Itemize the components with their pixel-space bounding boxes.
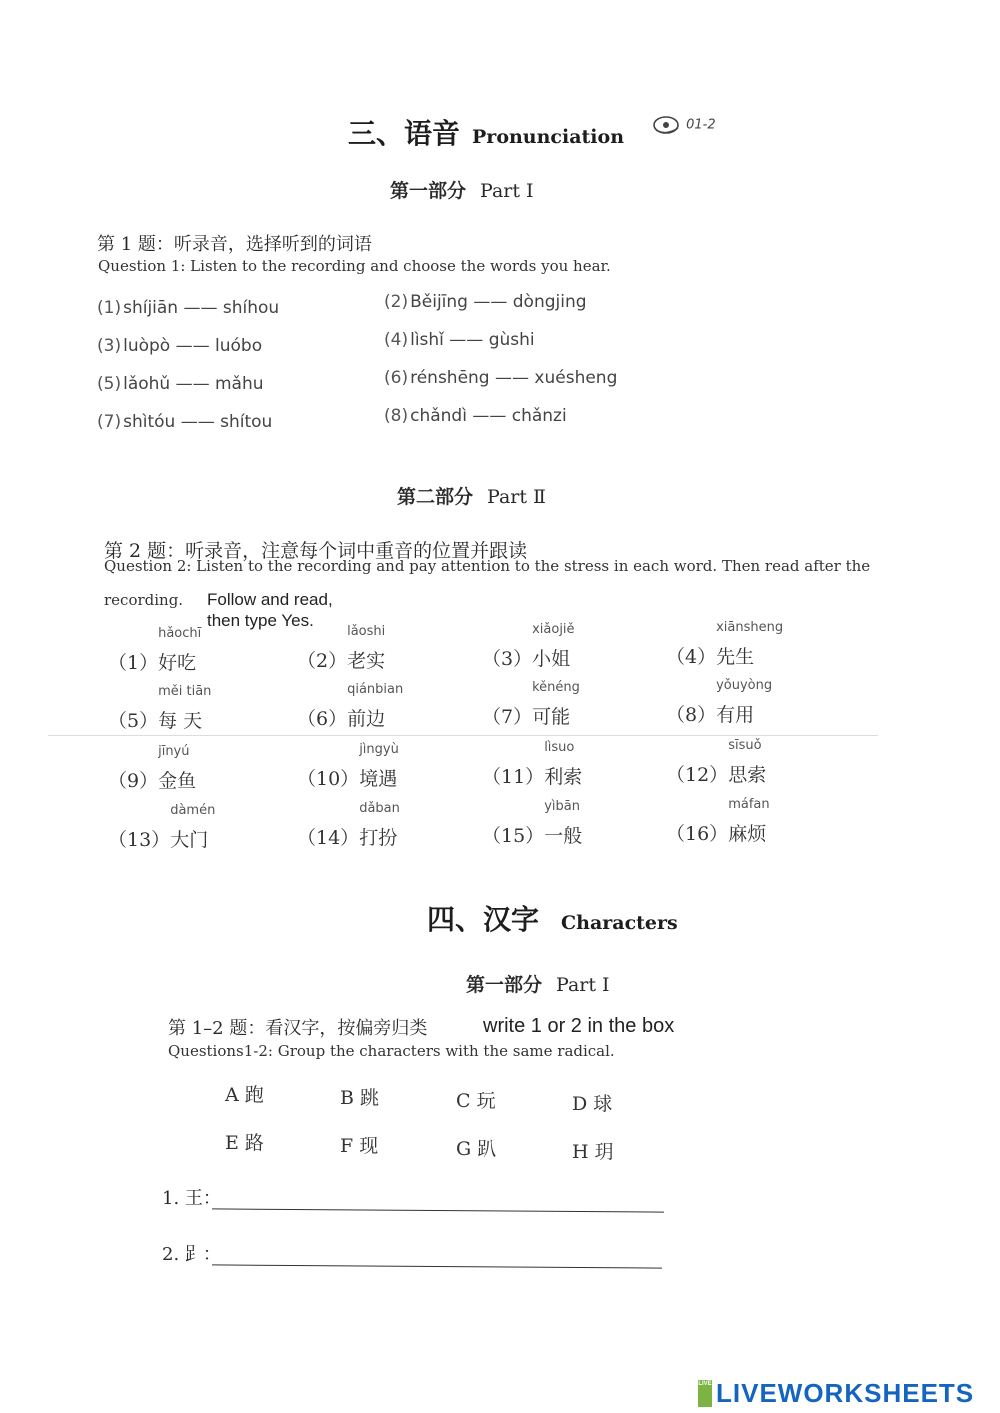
pair-dash: —— xyxy=(443,330,489,350)
word-hanzi: 好吃 xyxy=(158,652,197,674)
word-number: （8） xyxy=(666,704,717,726)
word-pinyin: yǒuyòng xyxy=(716,678,773,693)
q2-instruction-en-line1: Question 2: Listen to the recording and pay attention to the stress in each word. Then read after the xyxy=(104,557,871,575)
blank-2-input[interactable] xyxy=(212,1264,662,1268)
blank-1-input[interactable] xyxy=(212,1208,664,1212)
section3-title xyxy=(348,112,624,152)
q2-word-13 xyxy=(108,803,216,852)
word-pinyin: kěnéng xyxy=(532,680,580,695)
pair-option-b[interactable]: shítou xyxy=(220,412,273,432)
word-number: （9） xyxy=(108,770,159,792)
pair-option-a[interactable]: luòpò xyxy=(123,336,171,356)
part2-cn: 第二部分 xyxy=(397,486,474,508)
pair-option-a[interactable]: shíjiān xyxy=(123,298,179,318)
char-letter: B xyxy=(340,1087,354,1109)
q2-word-14 xyxy=(297,801,400,850)
q2-word-10 xyxy=(297,742,399,791)
char-hanzi: 玩 xyxy=(476,1090,496,1112)
pair-dash: —— xyxy=(466,406,512,426)
q2-overlay-line1: Follow and read, xyxy=(207,590,333,609)
word-hanzi: 老实 xyxy=(347,650,386,672)
q2-word-3 xyxy=(482,622,575,671)
q1-pair-4 xyxy=(384,330,535,350)
word-number: （11） xyxy=(482,766,545,788)
q1-pair-8 xyxy=(384,406,567,426)
word-hanzi: 可能 xyxy=(532,706,571,728)
section4-title xyxy=(427,898,678,938)
part1b-cn: 第一部分 xyxy=(466,974,543,996)
char-letter: D xyxy=(572,1093,588,1115)
section3-title-cn: 三、语音 xyxy=(348,117,461,150)
q2-word-1 xyxy=(108,626,202,675)
pair-option-b[interactable]: mǎhu xyxy=(215,374,264,394)
part1-cn: 第一部分 xyxy=(390,180,467,202)
word-number: （10） xyxy=(297,768,360,790)
q2-word-11 xyxy=(482,740,583,789)
word-hanzi: 每 天 xyxy=(158,710,203,732)
pair-option-b[interactable]: gùshi xyxy=(488,330,535,350)
char-hanzi: 现 xyxy=(359,1135,379,1157)
word-number: （2） xyxy=(297,650,348,672)
pair-number: (8) xyxy=(384,406,409,426)
word-hanzi: 小姐 xyxy=(532,648,571,670)
liveworksheets-logo[interactable] xyxy=(698,1378,974,1409)
q2-word-16 xyxy=(666,797,770,846)
q2-word-6 xyxy=(297,682,404,731)
word-number: （5） xyxy=(108,710,159,732)
word-pinyin: jīnyú xyxy=(158,744,190,759)
word-number: （16） xyxy=(666,823,729,845)
pair-option-a[interactable]: lǎohǔ xyxy=(123,374,171,394)
char-option-e xyxy=(225,1128,264,1155)
word-number: （13） xyxy=(108,829,171,851)
word-number: （7） xyxy=(482,706,533,728)
word-number: （14） xyxy=(297,827,360,849)
char-letter: G xyxy=(456,1138,472,1160)
part1-heading xyxy=(390,176,534,203)
pair-number: (6) xyxy=(384,368,409,388)
q2-word-12 xyxy=(666,738,767,787)
char-option-d xyxy=(572,1089,612,1116)
char-letter: C xyxy=(456,1090,471,1112)
pair-option-a[interactable]: shìtóu xyxy=(123,412,176,432)
word-pinyin: yìbān xyxy=(544,799,580,814)
section4-title-en: Characters xyxy=(561,912,678,934)
pair-option-b[interactable]: chǎnzi xyxy=(511,406,567,426)
word-pinyin: hǎochī xyxy=(158,626,202,641)
word-hanzi: 大门 xyxy=(170,829,209,851)
pair-number: (1) xyxy=(97,298,122,318)
blank-2-label: 2. 𧾷： xyxy=(162,1244,221,1265)
word-pinyin: dǎban xyxy=(359,801,400,816)
divider-line xyxy=(48,735,878,736)
word-number: （4） xyxy=(666,646,717,668)
q2-instruction-cn: 第 2 题：听录音，注意每个词中重音的位置并跟读 xyxy=(104,540,528,562)
pair-option-b[interactable]: xuésheng xyxy=(534,368,618,388)
word-number: （1） xyxy=(108,652,159,674)
char-hanzi: 跑 xyxy=(244,1084,264,1106)
section3-title-en: Pronunciation xyxy=(472,126,625,148)
char-option-b xyxy=(340,1083,379,1110)
q2-word-7 xyxy=(482,680,580,729)
audio-disc-icon[interactable] xyxy=(652,114,682,136)
section4-title-cn: 四、汉字 xyxy=(427,903,540,936)
word-hanzi: 麻烦 xyxy=(728,823,767,845)
pair-dash: —— xyxy=(170,336,215,356)
word-pinyin: qiánbian xyxy=(347,682,404,697)
char-option-f xyxy=(340,1131,378,1158)
word-pinyin: jìngyù xyxy=(359,742,399,757)
q2-word-5 xyxy=(108,684,212,733)
word-hanzi: 先生 xyxy=(716,646,755,668)
word-number: （3） xyxy=(482,648,533,670)
char-hanzi: 趴 xyxy=(477,1138,497,1160)
q2-word-8 xyxy=(666,678,773,727)
q1-pair-2 xyxy=(384,292,587,312)
q1-pair-3 xyxy=(97,336,262,356)
char-letter: E xyxy=(225,1132,239,1154)
part2-en: Part Ⅱ xyxy=(487,486,546,508)
audio-track-number: 01-2 xyxy=(686,117,716,133)
word-pinyin: lìsuo xyxy=(544,740,575,755)
word-hanzi: 前边 xyxy=(347,708,386,730)
part1b-heading xyxy=(466,970,610,997)
word-pinyin: měi tiān xyxy=(158,684,212,699)
word-hanzi: 思索 xyxy=(728,764,767,786)
word-hanzi: 利索 xyxy=(544,766,583,788)
pair-number: (2) xyxy=(384,292,409,312)
char-hanzi: 球 xyxy=(593,1093,613,1115)
pair-option-a[interactable]: rénshēng xyxy=(410,368,490,388)
word-pinyin: xiǎojiě xyxy=(532,622,575,637)
q1-instruction-en: Question 1: Listen to the recording and choose the words you hear. xyxy=(98,257,611,275)
word-number: （12） xyxy=(666,764,729,786)
word-pinyin: xiānsheng xyxy=(716,620,784,635)
pair-number: (4) xyxy=(384,330,409,350)
word-pinyin: dàmén xyxy=(170,803,216,818)
word-hanzi: 打扮 xyxy=(359,827,398,849)
q1-pair-5 xyxy=(97,374,264,394)
word-number: （15） xyxy=(482,825,545,847)
char-option-g xyxy=(456,1134,496,1161)
char-option-c xyxy=(456,1086,496,1113)
logo-mark-icon: LIVE xyxy=(698,1380,712,1407)
char-letter: H xyxy=(572,1141,589,1163)
q2-overlay-line2: then type Yes. xyxy=(207,611,314,630)
word-hanzi: 有用 xyxy=(716,704,755,726)
char-letter: A xyxy=(225,1084,239,1106)
q2-word-15 xyxy=(482,799,583,848)
pair-option-b[interactable]: shíhou xyxy=(222,298,280,318)
pair-dash: —— xyxy=(467,292,513,312)
word-hanzi: 金鱼 xyxy=(158,770,197,792)
part2-heading xyxy=(397,482,546,509)
pair-option-a[interactable]: Běijīng xyxy=(410,292,468,312)
word-hanzi: 境遇 xyxy=(359,768,398,790)
q1-pair-7 xyxy=(97,412,272,432)
char-letter: F xyxy=(340,1135,354,1157)
pair-dash: —— xyxy=(170,374,215,394)
pair-dash: —— xyxy=(175,412,221,432)
pair-option-b[interactable]: dòngjing xyxy=(512,292,587,312)
pair-number: (3) xyxy=(97,336,122,356)
part1-en: Part Ⅰ xyxy=(480,180,534,202)
char-hanzi: 跳 xyxy=(360,1087,380,1109)
q2-word-9 xyxy=(108,744,197,793)
word-pinyin: sīsuǒ xyxy=(728,738,762,753)
part1b-en: Part Ⅰ xyxy=(556,974,610,996)
q3-instruction-cn: 第 1–2 题：看汉字，按偏旁归类 xyxy=(168,1018,428,1039)
pair-dash: —— xyxy=(178,298,223,318)
char-option-a xyxy=(225,1080,264,1107)
pair-option-a[interactable]: chǎndì xyxy=(410,406,467,426)
pair-number: (5) xyxy=(97,374,122,394)
pair-option-b[interactable]: luóbo xyxy=(215,336,263,356)
pair-dash: —— xyxy=(489,368,535,388)
word-pinyin: máfan xyxy=(728,797,770,812)
q3-instruction-en: Questions1-2: Group the characters with the same radical. xyxy=(168,1042,615,1060)
blank-1-label: 1. 王： xyxy=(162,1188,221,1209)
q2-word-2 xyxy=(297,624,386,673)
pair-number: (7) xyxy=(97,412,122,432)
word-hanzi: 一般 xyxy=(544,825,583,847)
audio-track[interactable] xyxy=(652,114,716,136)
word-pinyin: lǎoshi xyxy=(347,624,386,639)
q3-overlay: write 1 or 2 in the box xyxy=(483,1015,675,1037)
word-number: （6） xyxy=(297,708,348,730)
brand-name: LIVEWORKSHEETS xyxy=(716,1378,975,1408)
char-option-h xyxy=(572,1137,614,1164)
q2-word-4 xyxy=(666,620,784,669)
pair-option-a[interactable]: lìshǐ xyxy=(410,330,444,350)
q1-pair-1 xyxy=(97,298,279,318)
char-hanzi: 玥 xyxy=(594,1141,614,1163)
q2-instruction-en-line2: recording. xyxy=(104,591,184,609)
char-hanzi: 路 xyxy=(244,1132,264,1154)
q1-instruction-cn: 第 1 题：听录音，选择听到的词语 xyxy=(97,234,372,255)
q1-pair-6 xyxy=(384,368,617,388)
